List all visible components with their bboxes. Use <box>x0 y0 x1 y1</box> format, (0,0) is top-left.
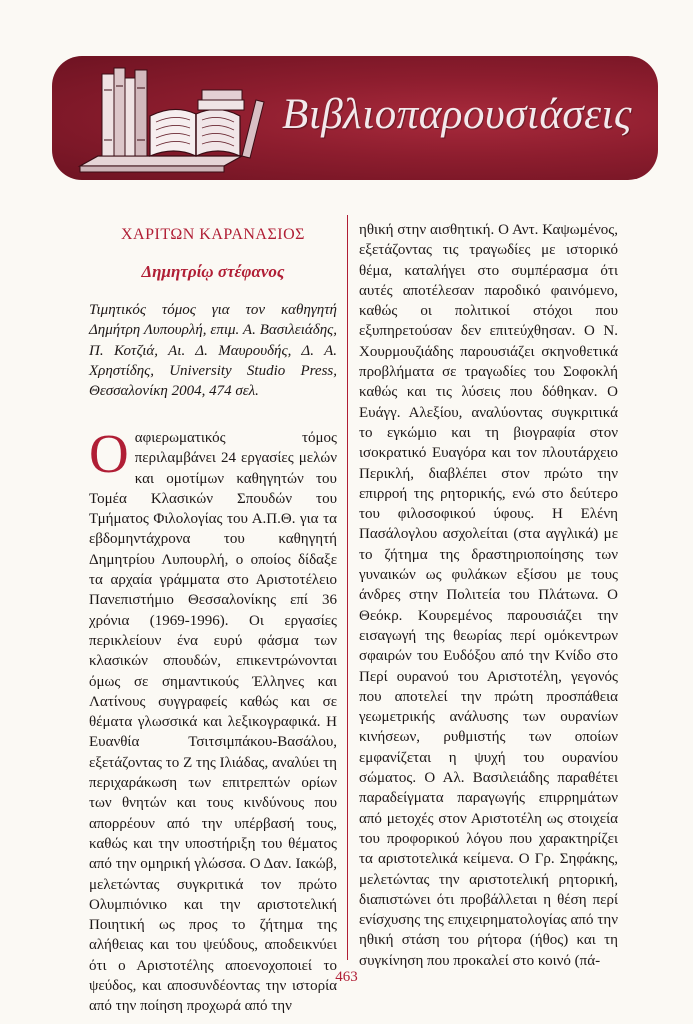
book-citation: Τιμητικός τόμος για τον καθηγητή Δημήτρη Λυπουρλή, επιμ. Α. Βασιλειάδης, Π. Κοτζιά, Αι. Δ. Μαυρουδής, Δ. Α. Χρηστίδης, University Studio Press, Θεσσαλονίκη 2004, 474 σελ. <box>89 302 337 400</box>
left-column-text: αφιερωματικός τόμος περιλαμβάνει 24 εργασίες μελών και ομοτίμων καθηγητών του Τομέα Κλασικών Σπουδών του Τμήματος Φιλολογίας του Α.Π.Θ. για τα εβδομηντάχρονα του καθηγητή Δημητρίου Λυπουρλή, ο οποίος δίδαξε τα αρχαία γράμματα στο Αριστοτέλειο Πανεπιστήμιο Θεσσαλονίκης επί 36 χρόνια (1969-1996). Οι εργασίες περικλείουν ένα ευρύ φάσμα των κλασικών σπουδών, επικεντρώνονται όμως σε σημαντικούς Έλληνες και Λατίνους συγγραφείς καθώς και σε θέματα γλωσσικά και λεξικογραφικά. Η Ευανθία Τσιτσιμπάκου-Βασάλου, εξετάζοντας το Ζ της Ιλιάδας, αναλύει τη περιχαράκωση των επιτρεπτών ορίων των θνητών και τους κινδύνους που απορρέουν από την υπέρβασή τους, καθώς και την υποστήριξη του θέματος από την ομηρική γλώσσα. Ο Δαν. Ιακώβ, μελετώντας συγκριτικά τον πρώτο Ολυμπιόνικο και την αριστοτελική Ποιητική ως προς το ζήτημα της αλήθειας και του ψεύδους, αποδεικνύει ότι ο Αριστοτέλης αποενοχοποιεί το ψεύδος, και αποσυνδέοντας την ιστορία από την ποίηση προχωρά από την <box>89 430 337 1015</box>
right-column-text: ηθική στην αισθητική. Ο Αντ. Καψωμένος, εξετάζοντας τις τραγωδίες με ιστορικό θέμα, καταλήγει στο συμπέρασμα ότι αυτές αποτέλεσαν παροδικό φαινόμενο, καθώς οι πολιτικοί στόχοι που εξυπηρετούσαν δεν επιτεύχθησαν. Ο Ν. Χουρμουζιάδης παρουσιάζει σκηνοθετικά προβλήματα σε τραγωδίες του Σοφοκλή καθώς και τις λύσεις που δόθηκαν. Ο Ευάγγ. Αλεξίου, αναλύοντας συγκριτικά το εγκώμιο και τη βιογραφία στον ισοκρατικό Ευαγόρα και τον πλουτάρχειο Περικλή, διαβλέπει στον πρώτο την επιρροή της ρητορικής, ενώ στο δεύτερο του φιλοσοφικού ύφους. Η Ελένη Πασάλογλου ασχολείται (στα αγγλικά) με το ζήτημα της δραστηριοποίησης των γυναικών ως φυλάκων εξίσου με τους άνδρες στην Πολιτεία του Πλάτωνα. Ο Θεόκρ. Κουρεμένος παρουσιάζει την εισαγωγή της θεωρίας περί ομόκεντρων σφαιρών του Ευδόξου από την Κνίδο στο Περί ουρανού του Αριστοτέλη, γεγονός που αποτελεί την πρώτη προσπάθεια γεωμετρικής ανάλυσης των ουρανίων κινήσεων, ρυθμιστής των οποίων εμφανίζεται η ψυχή του ουρανίου σώματος. Ο Αλ. Βασιλειάδης παραθέτει παραδείγματα παραγωγής επιρρημάτων από μετοχές στον Αριστοτέλη ως στοιχεία του προφορικού λόγου που χαρακτηρίζει τα αριστοτελικά κείμενα. Ο Γρ. Σηφάκης, μελετώντας την αριστοτελική ρητορική, διαπιστώνει ότι προβάλλεται η θέση περί ενίσχυσης της επιχειρηματολογίας από την ηθική στάση του ρήτορα (ήθος) και τη συγκίνηση που προκαλεί στο κοινό (πά- <box>359 222 618 969</box>
section-title: Βιβλιοπαρουσιάσεις <box>282 91 632 138</box>
books-illustration-icon <box>74 60 266 176</box>
drop-cap: Ο <box>89 423 129 484</box>
book-title: Δημητρίῳ στέφανος <box>141 262 285 281</box>
review-author: ΧΑΡΙΤΩΝ ΚΑΡΑΝΑΣΙΟΣ <box>121 226 305 243</box>
right-column <box>359 220 618 971</box>
section-banner <box>52 56 658 180</box>
left-column <box>89 423 337 1017</box>
page-number: 463 <box>335 969 358 985</box>
column-divider <box>347 215 348 960</box>
